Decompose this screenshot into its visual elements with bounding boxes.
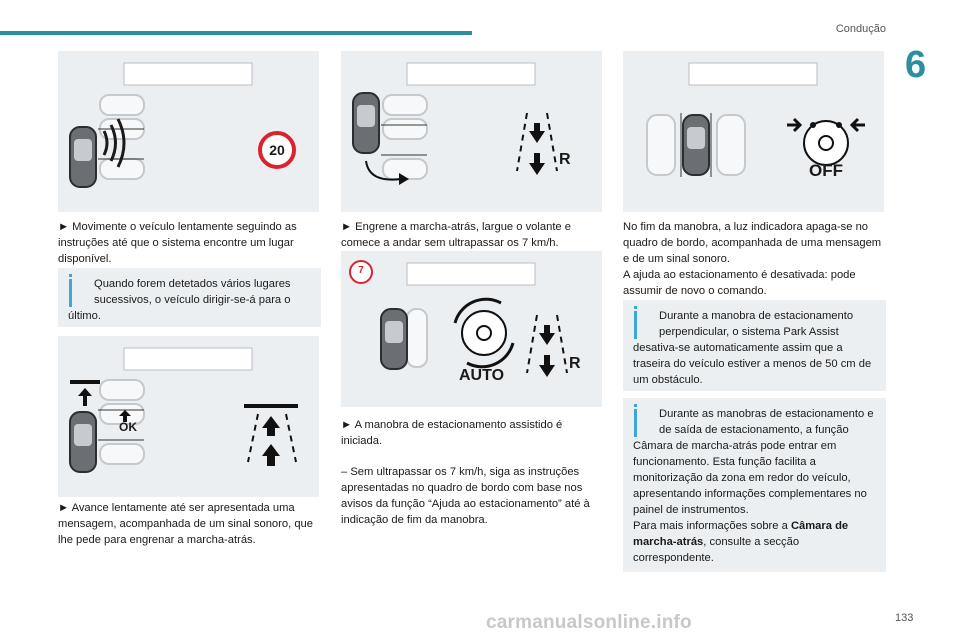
section-title: Condução [835, 23, 886, 35]
info-note-perpendicular: Durante a manobra de estacionamento perpendicular, o sistema Park Assist desativa-se automaticamente assim que a traseira do veículo estiver a menos de 50 cm de um obstáculo. [623, 300, 886, 391]
header-accent-bar [0, 31, 472, 35]
figure-off [623, 51, 884, 212]
info-icon [69, 279, 72, 307]
auto-label: AUTO [459, 367, 505, 384]
info-icon-dot [69, 274, 72, 277]
step-move-slowly: ► Movimente o veículo lentamente seguindo as instruções até que o sistema encontre um lugar disponível. [58, 221, 297, 265]
figure-auto [341, 251, 602, 407]
reverse-label-2: R [569, 355, 581, 372]
watermark: carmanualsonline.info [486, 612, 692, 633]
speed-limit-sign-label: 20 [269, 142, 285, 158]
step-follow-instructions: – Sem ultrapassar os 7 km/h, siga as instruções apresentadas no quadro de bordo com base nos avisos da função “Ajuda ao estacionamento” até à indicação de fim da manobra. [341, 466, 590, 526]
info-icon-2 [634, 311, 637, 339]
camera-reference: Câmara de marcha-atrás [633, 520, 849, 548]
info-icon-dot-3 [634, 404, 637, 407]
reverse-label: R [559, 151, 571, 168]
step-maneuver-started: ► A manobra de estacionamento assistido é iniciada. [341, 419, 563, 447]
step-engage-reverse: ► Engrene a marcha-atrás, largue o volante e comece a andar sem ultrapassar os 7 km/h. [341, 221, 571, 249]
end-of-maneuver-text: No fim da manobra, a luz indicadora apaga-se no quadro de bordo, acompanhada de uma mensagem e de um sinal sonoro. A ajuda ao estacionamento é desativada: pode assumir de novo o comando. [623, 221, 882, 297]
figure-reverse [341, 51, 602, 212]
ok-label: OK [119, 420, 137, 434]
figure-scan [58, 51, 319, 212]
off-label: OFF [809, 161, 843, 180]
figure-stop-ok [58, 336, 319, 497]
page-number: 133 [895, 612, 914, 624]
step-number-badge: 7 [358, 265, 364, 276]
chapter-number: 6 [905, 44, 927, 86]
info-icon-dot-2 [634, 306, 637, 309]
info-note-camera: Durante as manobras de estacionamento e de saída de estacionamento, a função Câmara de marcha-atrás pode entrar em funcionamento. Esta função facilita a monitorização da zona em redor do veículo, apresentando informações complementares no painel de instrumentos. Para mais informações sobre a Câmara de marcha-atrás, consulte a secção correspondente. [623, 398, 886, 572]
info-note-multiple-spots: Quando forem detetados vários lugares sucessivos, o veículo dirigir-se-á para o último. [58, 268, 321, 327]
info-icon-3 [634, 409, 637, 437]
step-advance-slowly: ► Avance lentamente até ser apresentada uma mensagem, acompanhada de um sinal sonoro, que lhe pede para engrenar a marcha-atrás. [58, 502, 313, 546]
